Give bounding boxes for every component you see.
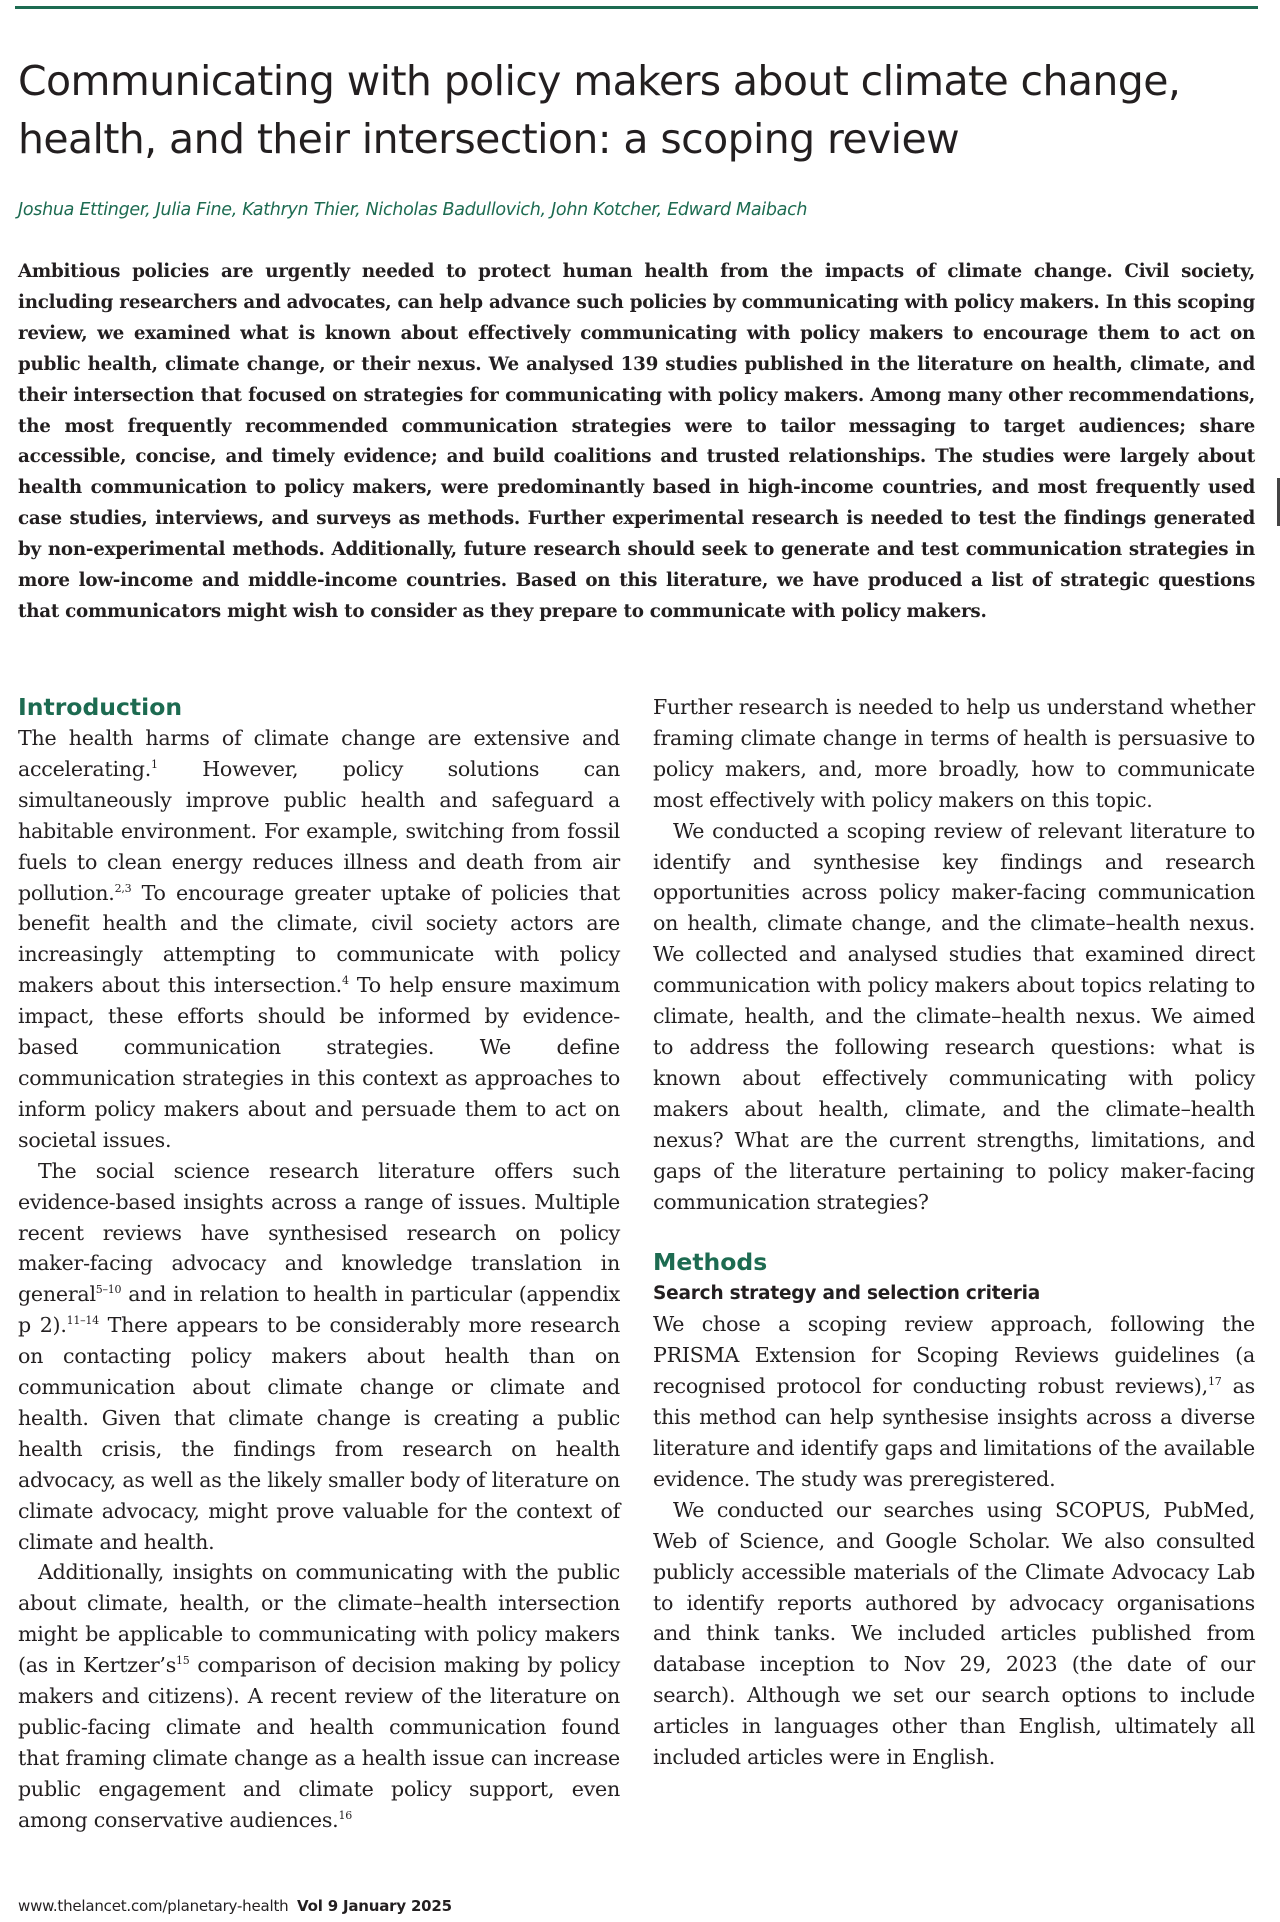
page-footer	[18, 1897, 452, 1915]
citation: 16	[338, 1808, 352, 1822]
intro-paragraph-5: We conducted a scoping review of relevant literature to identify and synthesise key findings and research opportunities across policy maker-facing communication on health, climate change, and the climate–health nexus. We collected and analysed studies that examined direct communication with policy makers about topics relating to climate, health, and the climate–health nexus. We aimed to address the following research questions: what is known about effectively communicating with policy makers about health, climate, and the climate–health nexus? What are the current strengths, limitations, and gaps of the literature pertaining to policy maker-facing communication strategies?	[653, 818, 1255, 1214]
author-list: Joshua Ettinger, Julia Fine, Kathryn Thier, Nicholas Badullovich, John Kotcher, Edward Maibach	[18, 200, 808, 220]
intro-paragraph-2: The social science research literature offers such evidence-based insights across a range of issues. Multiple recent reviews have synthesised research on policy maker-facing advocacy and knowledge translation in general$^{5-10}$ and in relation to health in particular (appendix p 2).$^{11-14}$ There appears to be considerably more research on contacting policy makers about health than on communication about climate change or climate and health. Given that climate change is creating a public health crisis, the findings from research on health advocacy, as well as the likely smaller body of literature on climate advocacy, might prove valuable for the context of climate and health.	[18, 1158, 620, 1554]
left-column	[18, 692, 620, 1836]
search-strategy-subheading: Search strategy and selection criteria	[653, 1283, 1041, 1305]
methods-paragraph-2: We conducted our searches using SCOPUS, PubMed, Web of Science, and Google Scholar. We also consulted publicly accessible materials of the Climate Advocacy Lab to identify reports authored by advocacy organisations and think tanks. We included articles published from database inception to Nov 29, 2023 (the date of our search). Although we set our search options to include articles in languages other than English, ultimately all included articles were in English.	[653, 1497, 1255, 1770]
intro-paragraph-4: Further research is needed to help us understand whether framing climate change in terms of health is persuasive to policy makers, and, more broadly, how to communicate most effectively with policy makers on this topic.	[653, 695, 1255, 812]
abstract: Ambitious policies are urgently needed to protect human health from the impacts of climate change. Civil society, including researchers and advocates, can help advance such policies by communicating with policy makers. In this scoping review, we examined what is known about effectively communicating with policy makers to encourage them to act on public health, climate change, or their nexus. We analysed 139 studies published in the literature on health, climate, and their intersection that focused on strategies for communicating with policy makers. Among many other recommendations, the most frequently recommended communication strategies were to tailor messaging to target audiences; share accessible, concise, and timely evidence; and build coalitions and trusted relationships. The studies were largely about health communication to policy makers, were predominantly based in high-income countries, and most frequently used case studies, interviews, and surveys as methods. Further experimental research is needed to test the findings generated by non-experimental methods. Additionally, future research should seek to generate and test communication strategies in more low-income and middle-income countries. Based on this literature, we have produced a list of strategic questions that communicators might wish to consider as they prepare to communicate with policy makers.	[18, 261, 1255, 622]
intro-paragraph-1: The health harms of climate change are extensive and accelerating.$^1$ However, policy solutions can simultaneously improve public health and safeguard a habitable environment. For example, switching from fossil fuels to clean energy reduces illness and death from air pollution.$^{2,3}$ To encourage greater uptake of policies that benefit health and the climate, civil society actors are increasingly attempting to communicate with policy makers about this intersection.$^4$ To help ensure maximum impact, these efforts should be informed by evidence-based communication strategies. We define communication strategies in this context as approaches to inform policy makers about and persuade them to act on societal issues.	[18, 726, 620, 1152]
citation: 4	[341, 974, 349, 988]
citation: 17	[1207, 1375, 1222, 1389]
top-rule	[15, 6, 1258, 9]
citation: 2,3	[114, 881, 132, 895]
article-title: Communicating with policy makers about climate change, health, and their intersection: a scoping review	[18, 57, 1181, 163]
methods-heading: Methods	[653, 1248, 768, 1277]
citation: 5–10	[95, 1283, 122, 1297]
methods-paragraph-1: We chose a scoping review approach, following the PRISMA Extension for Scoping Reviews guidelines (a recognised protocol for conducting robust reviews),$^{17}$ as this method can help synthesise insights across a diverse literature and identify gaps and limitations of the available evidence. The study was preregistered.	[653, 1312, 1255, 1491]
introduction-heading: Introduction	[18, 693, 183, 721]
citation: 1	[151, 758, 158, 772]
volume-issue: Vol 9 January 2025	[297, 1897, 452, 1915]
citation: 11–14	[66, 1314, 99, 1328]
right-column	[653, 692, 1255, 1773]
citation: 15	[176, 1654, 190, 1668]
journal-url[interactable]: www.thelancet.com/planetary-health	[18, 1897, 289, 1915]
intro-paragraph-3: Additionally, insights on communicating with the public about climate, health, or the climate–health intersection might be applicable to communicating with policy makers (as in $Kertzer’s^{15}$ comparison of decision making by policy makers and citizens). A recent review of the literature on public-facing climate and health communication found that framing climate change as a health issue can increase public engagement and climate policy support, even among conservative audiences.$^{16}$	[18, 1560, 620, 1832]
